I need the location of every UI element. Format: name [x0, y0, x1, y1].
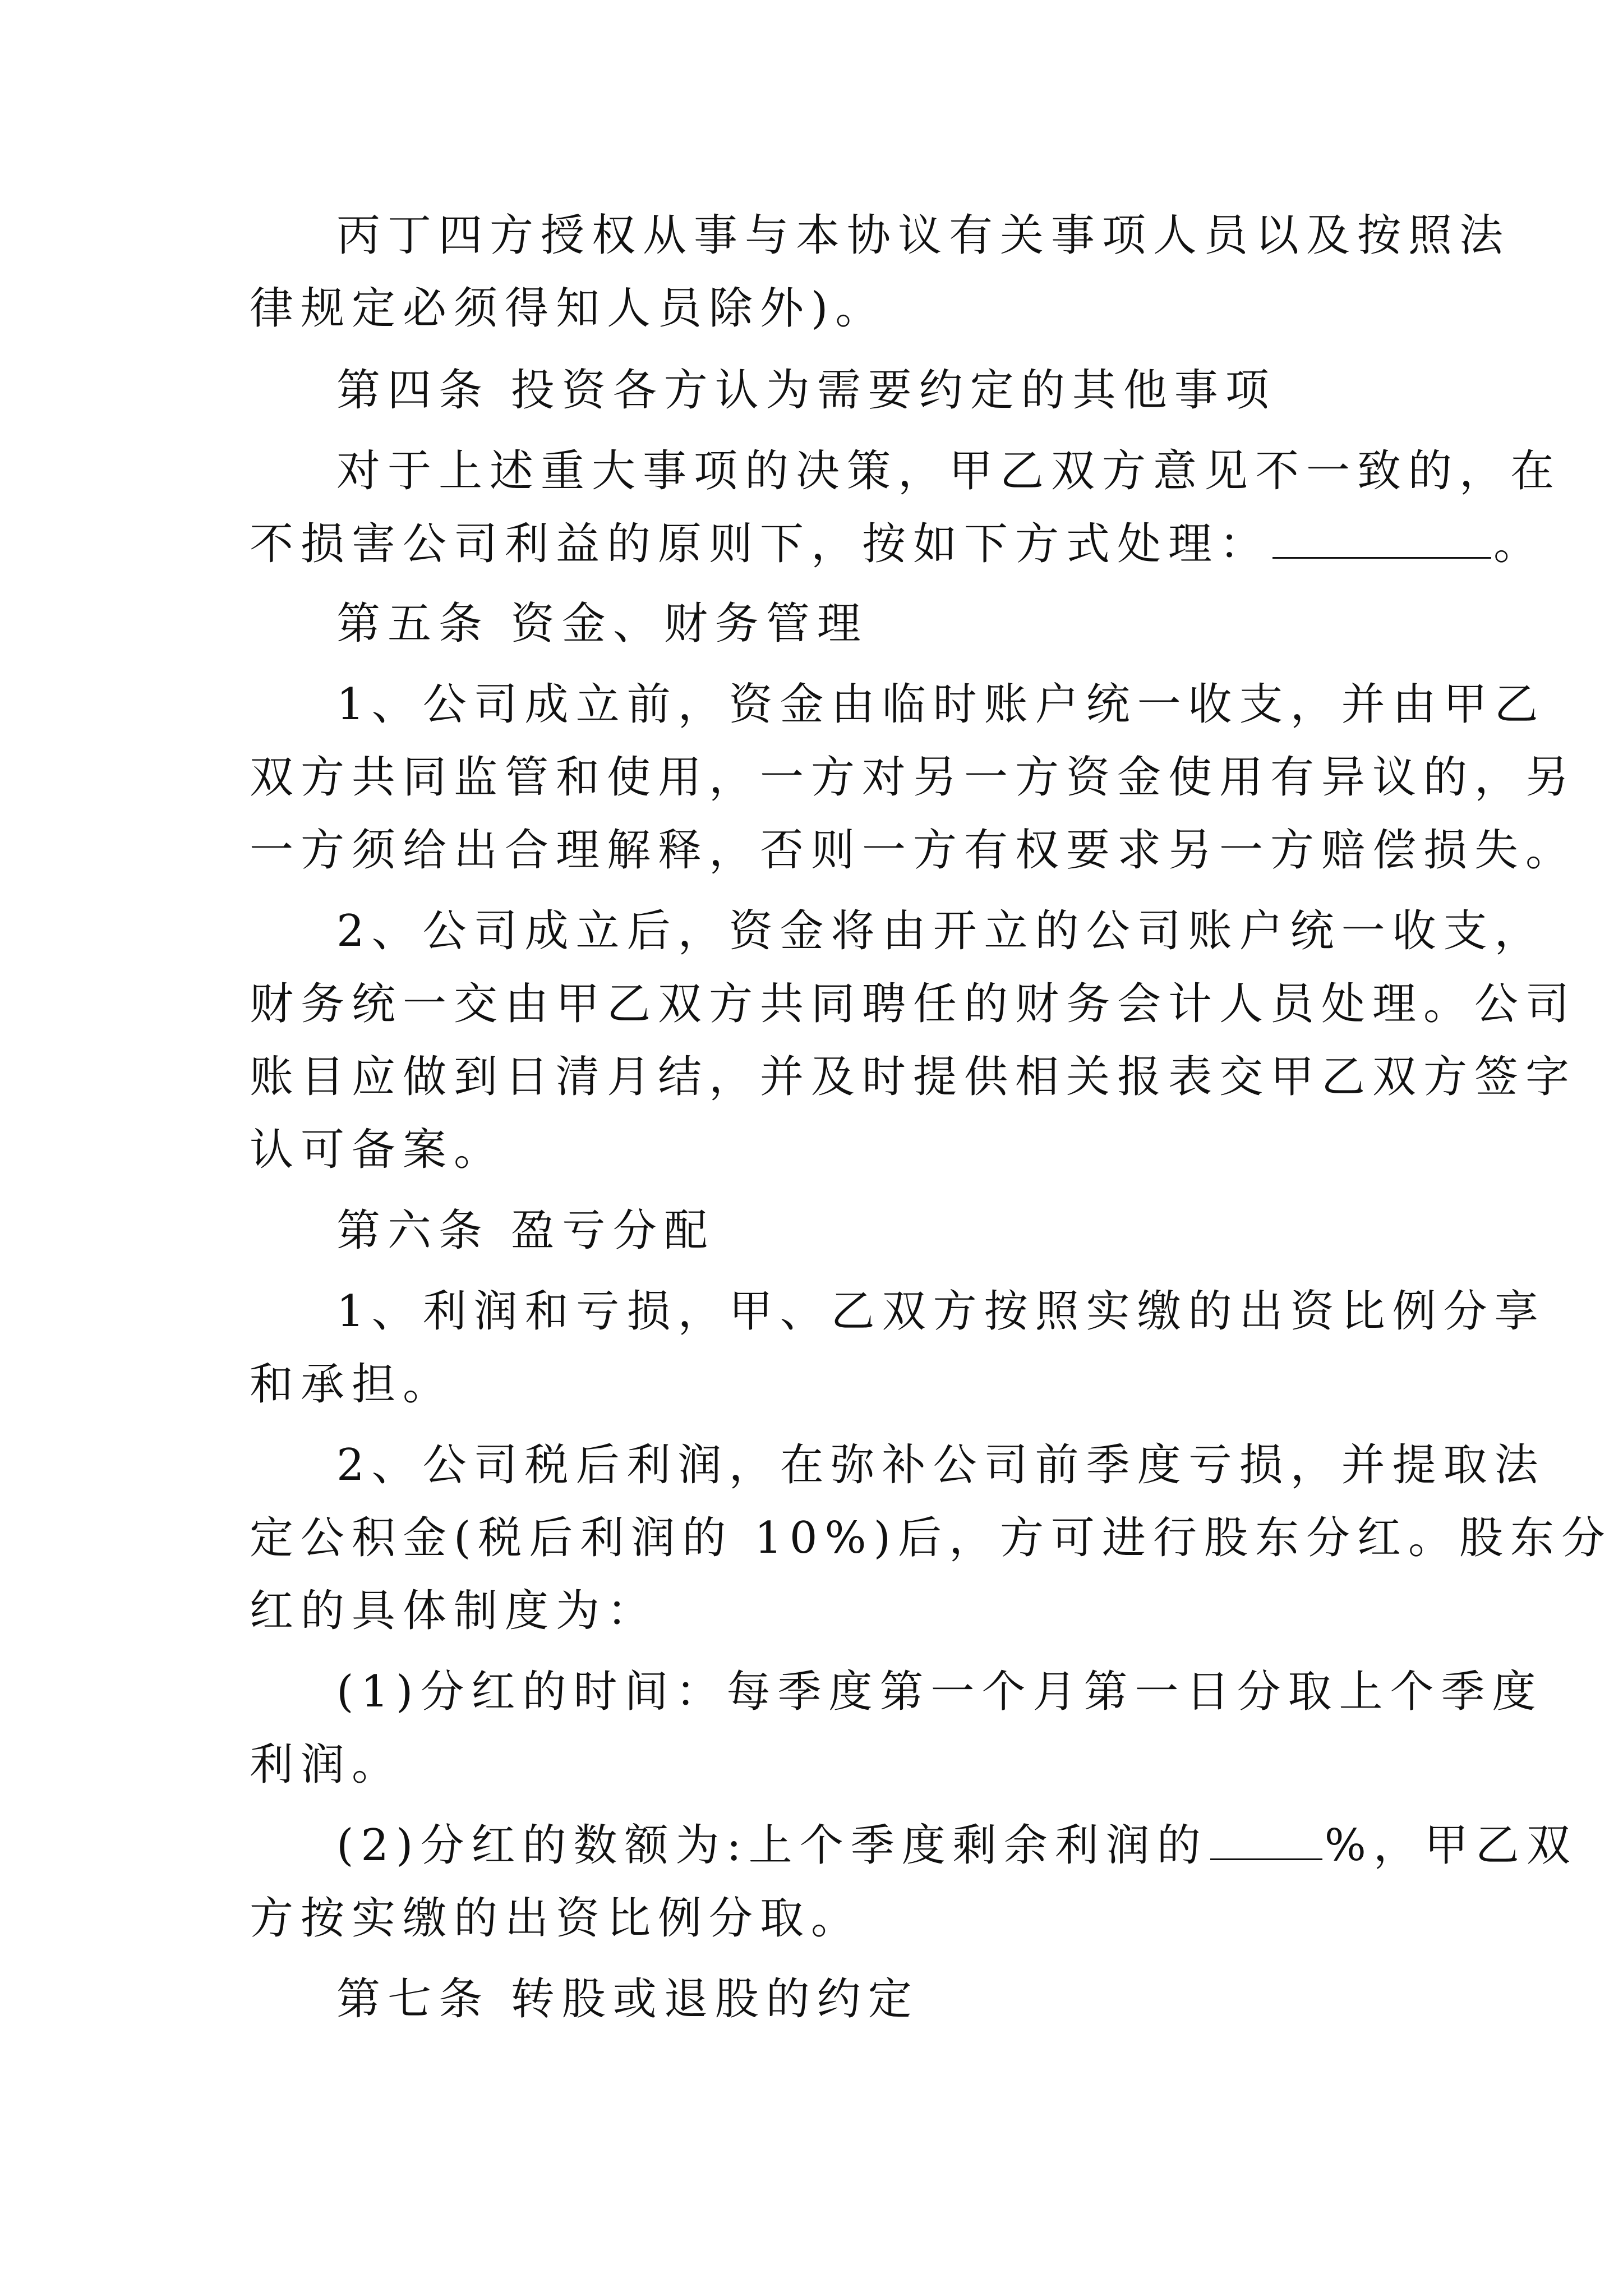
- text-line: 定公积金(税后利润的 10%)后，方可进行股东分红。股东分: [250, 1513, 1613, 1563]
- text-line: 1、利润和亏损，甲、乙双方按照实缴的出资比例分享: [336, 1286, 1546, 1337]
- text-line: 账目应做到日清月结，并及时提供相关报表交甲乙双方签字: [250, 1052, 1577, 1102]
- article-4-heading: 第四条 投资各方认为需要约定的其他事项: [336, 365, 1276, 416]
- text-line: 一方须给出合理解释，否则一方有权要求另一方赔偿损失。: [250, 825, 1577, 876]
- text-line: 2、公司税后利润，在弥补公司前季度亏损，并提取法: [336, 1440, 1546, 1490]
- text-line: 律规定必须得知人员除外)。: [250, 283, 887, 334]
- text-line: 1、公司成立前，资金由临时账户统一收支，并由甲乙: [336, 679, 1546, 730]
- text-segment: 。: [1493, 519, 1545, 569]
- text-line: 丙丁四方授权从事与本协议有关事项人员以及按照法: [336, 210, 1511, 261]
- article-5-heading: 第五条 资金、财务管理: [336, 599, 868, 649]
- text-line: 对于上述重大事项的决策，甲乙双方意见不一致的，在: [336, 446, 1562, 496]
- text-line: 2、公司成立后，资金将由开立的公司账户统一收支，: [336, 906, 1546, 956]
- text-segment: %，甲乙双: [1324, 1820, 1578, 1871]
- text-line: 利润。: [250, 1740, 403, 1790]
- fill-in-blank: [1272, 522, 1491, 559]
- text-line: 红的具体制度为：: [250, 1586, 658, 1636]
- text-line: 财务统一交由甲乙双方共同聘任的财务会计人员处理。公司: [250, 979, 1577, 1029]
- text-line: 方按实缴的出资比例分取。: [250, 1893, 863, 1944]
- text-line: [250, 517, 1545, 571]
- text-segment: 不损害公司利益的原则下，按如下方式处理：: [250, 519, 1271, 569]
- article-6-heading: 第六条 盈亏分配: [336, 1205, 715, 1256]
- article-7-heading: 第七条 转股或退股的约定: [336, 1974, 919, 2024]
- text-line: 和承担。: [250, 1359, 454, 1410]
- text-line: 认可备案。: [250, 1125, 505, 1175]
- text-line: 双方共同监管和使用，一方对另一方资金使用有异议的，另: [250, 752, 1577, 803]
- fill-in-blank: [1210, 1824, 1322, 1860]
- text-line: (1)分红的时间：每季度第一个月第一日分取上个季度: [336, 1667, 1543, 1717]
- text-segment: (2)分红的数额为:上个季度剩余利润的: [336, 1820, 1208, 1871]
- text-line: [336, 1819, 1578, 1872]
